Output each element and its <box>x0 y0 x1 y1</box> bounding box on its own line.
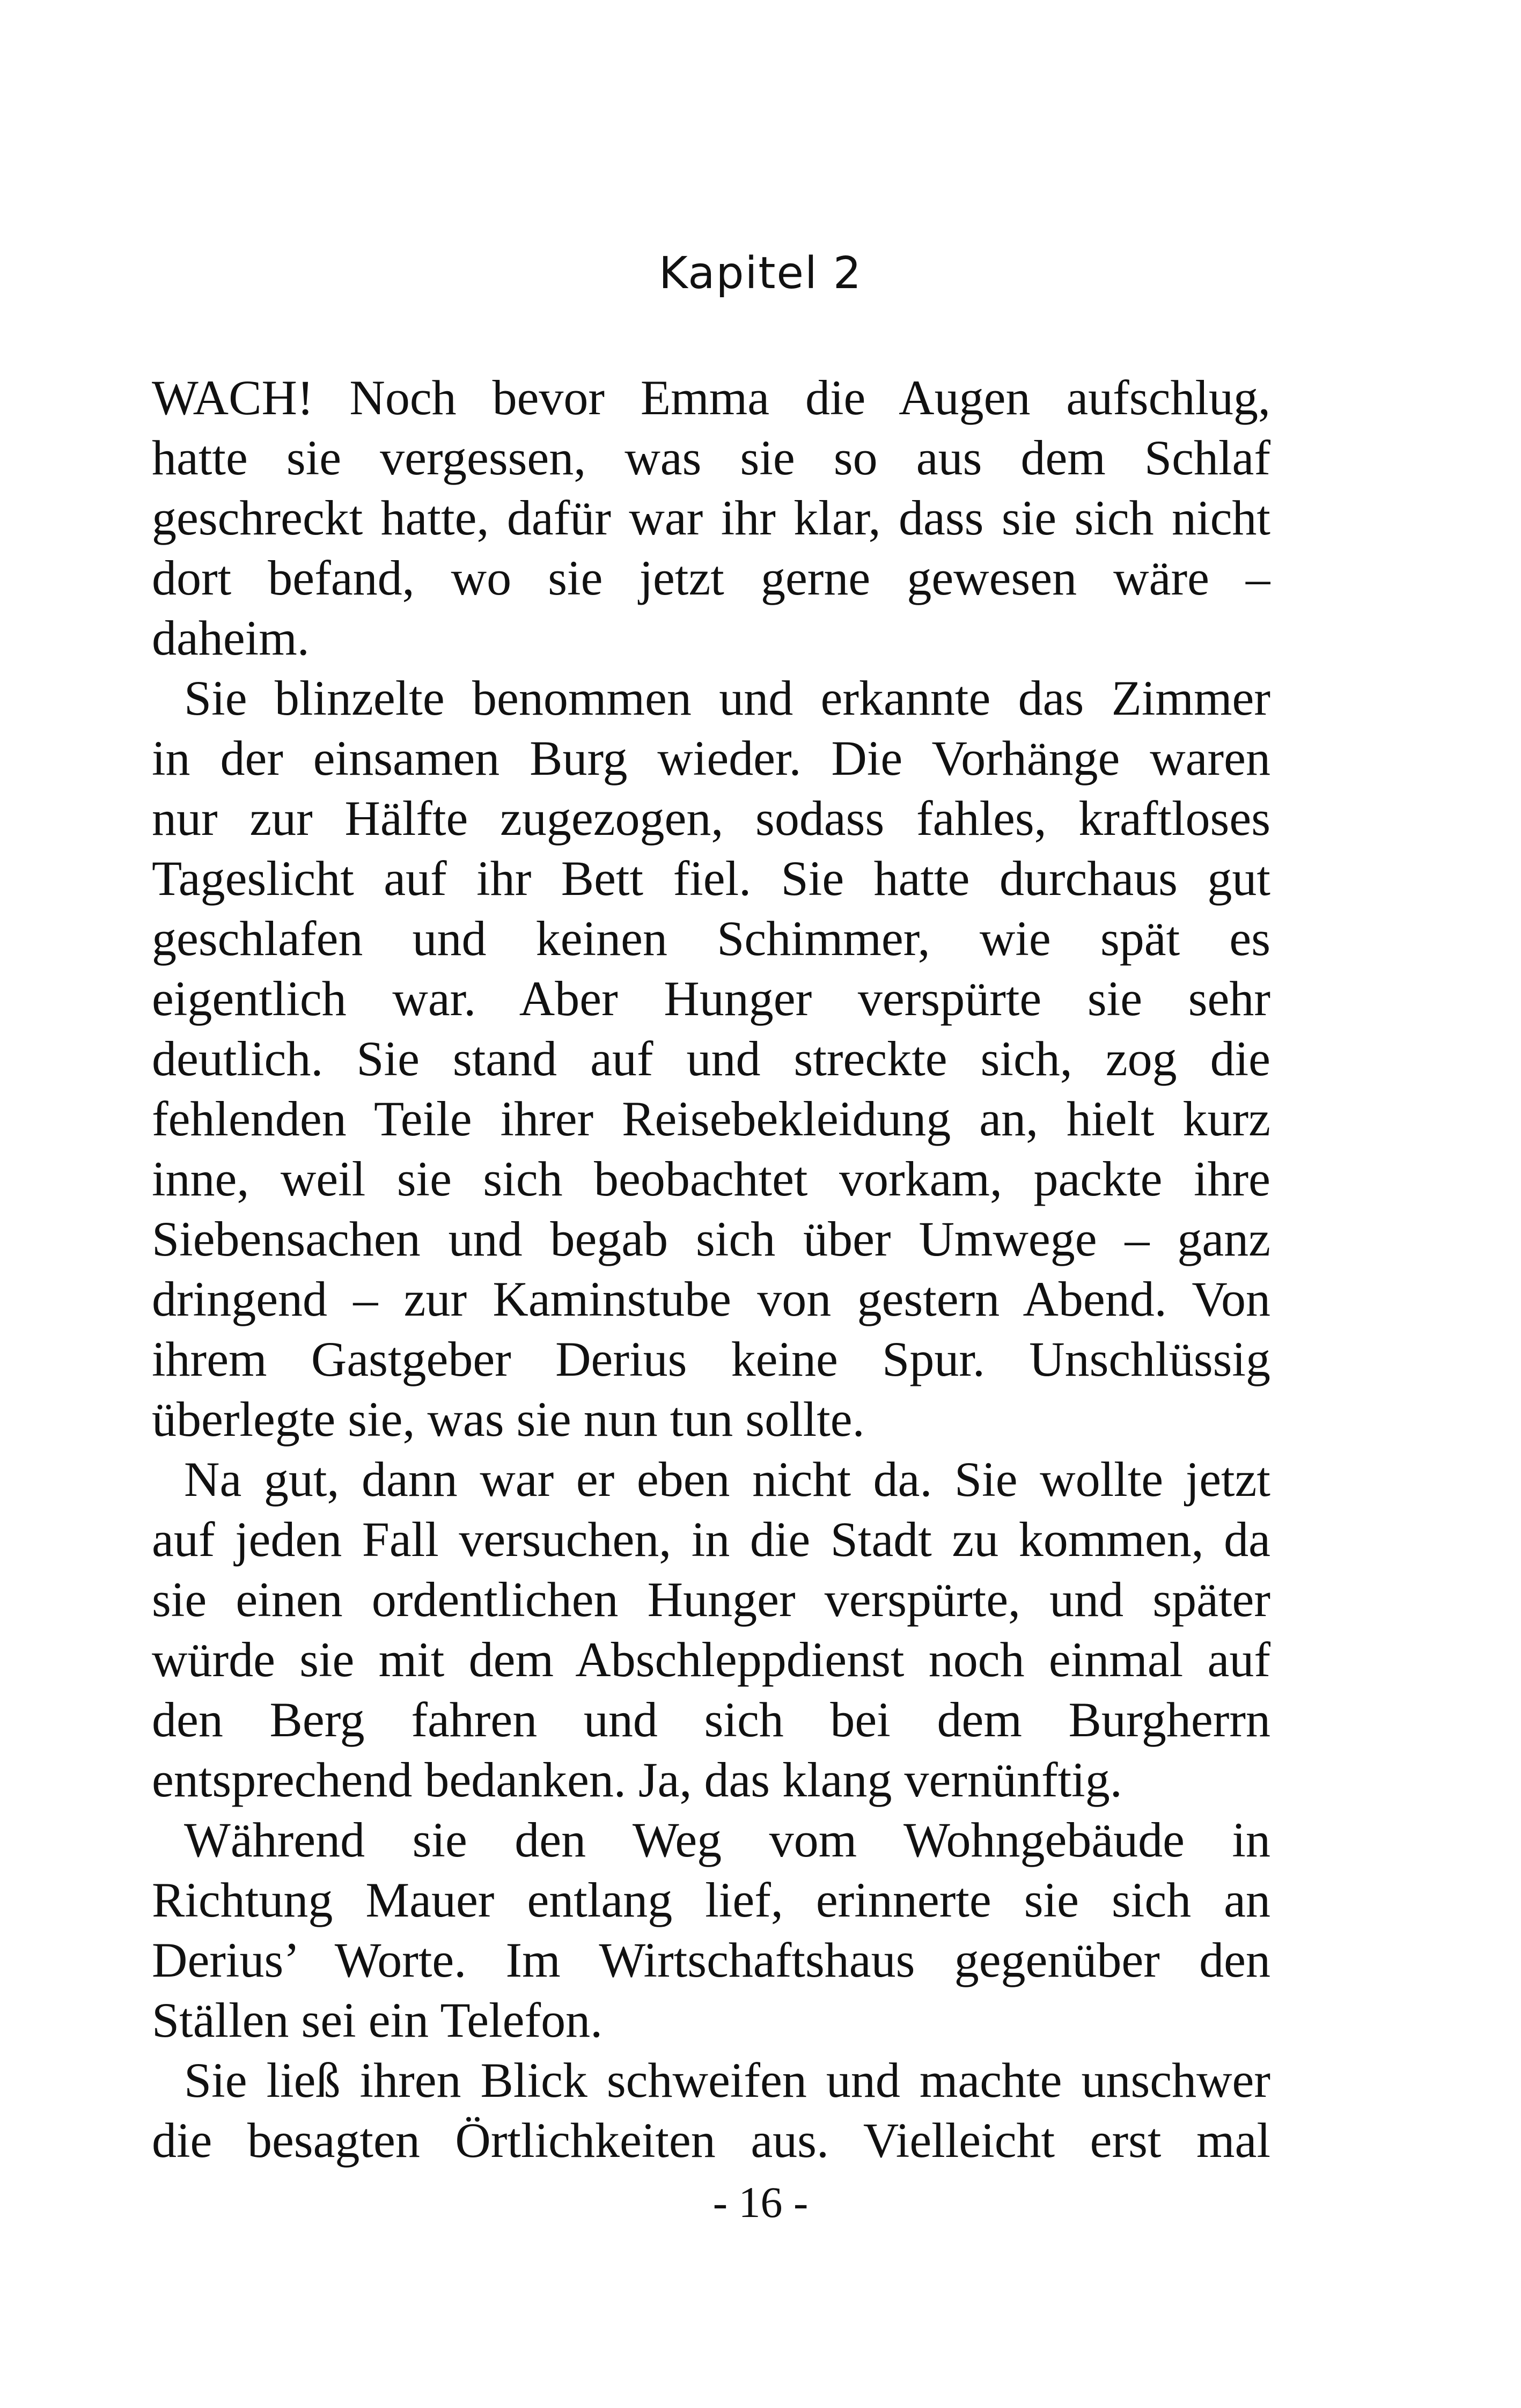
text-line: die besagten Örtlichkeiten aus. Vielleicht erst mal <box>152 2113 1270 2168</box>
text-line: Na gut, dann war er eben nicht da. Sie wollte jetzt <box>184 1452 1270 1507</box>
text-line: ihrem Gastgeber Derius keine Spur. Unschlüssig <box>152 1332 1270 1386</box>
paragraph <box>152 1810 1270 2050</box>
text-line: inne, weil sie sich beobachtet vorkam, packte ihre <box>152 1151 1270 1206</box>
text-line: Derius’ Worte. Im Wirtschaftshaus gegenüber den <box>152 1933 1270 1987</box>
text-line: WACH! Noch bevor Emma die Augen aufschlug, <box>152 370 1270 425</box>
text-line: sie einen ordentlichen Hunger verspürte, und später <box>152 1572 1270 1627</box>
text-line: Sie blinzelte benommen und erkannte das Zimmer <box>184 671 1270 725</box>
text-line: fehlenden Teile ihrer Reisebekleidung an, hielt kurz <box>152 1091 1270 1146</box>
text-line: in der einsamen Burg wieder. Die Vorhänge waren <box>152 731 1270 785</box>
text-line: hatte sie vergessen, was sie so aus dem Schlaf <box>152 430 1270 485</box>
paragraph <box>152 368 1270 668</box>
text-line: dort befand, wo sie jetzt gerne gewesen wäre – <box>152 550 1270 605</box>
text-line: Richtung Mauer entlang lief, erinnerte sie sich an <box>152 1873 1270 1927</box>
text-line: würde sie mit dem Abschleppdienst noch einmal auf <box>152 1632 1270 1687</box>
text-line: überlegte sie, was sie nun tun sollte. <box>152 1392 865 1447</box>
text-line: eigentlich war. Aber Hunger verspürte sie sehr <box>152 971 1270 1026</box>
paragraph <box>152 1449 1270 1810</box>
text-line: geschreckt hatte, dafür war ihr klar, dass sie sich nicht <box>152 490 1270 545</box>
body-text <box>152 368 1270 2170</box>
text-line: nur zur Hälfte zugezogen, sodass fahles, kraftloses <box>152 791 1270 846</box>
paragraph <box>152 2050 1270 2170</box>
text-line: auf jeden Fall versuchen, in die Stadt zu kommen, da <box>152 1512 1270 1567</box>
page-number: - 16 - <box>712 2178 809 2227</box>
text-line: daheim. <box>152 611 310 665</box>
text-line: entsprechend bedanken. Ja, das klang vernünftig. <box>152 1752 1122 1807</box>
text-line: deutlich. Sie stand auf und streckte sich, zog die <box>152 1031 1270 1086</box>
text-line: Während sie den Weg vom Wohngebäude in <box>184 1812 1270 1867</box>
text-line: Tageslicht auf ihr Bett fiel. Sie hatte durchaus gut <box>152 851 1270 906</box>
text-line: Ställen sei ein Telefon. <box>152 1993 603 2047</box>
text-line: Siebensachen und begab sich über Umwege – ganz <box>152 1212 1270 1266</box>
paragraph <box>152 668 1270 1449</box>
text-line: geschlafen und keinen Schimmer, wie spät es <box>152 911 1270 966</box>
text-line: Sie ließ ihren Blick schweifen und machte unschwer <box>184 2053 1270 2108</box>
text-line: den Berg fahren und sich bei dem Burgherrn <box>152 1692 1270 1747</box>
text-line: dringend – zur Kaminstube von gestern Abend. Von <box>152 1272 1270 1326</box>
chapter-title: Kapitel 2 <box>658 248 863 299</box>
